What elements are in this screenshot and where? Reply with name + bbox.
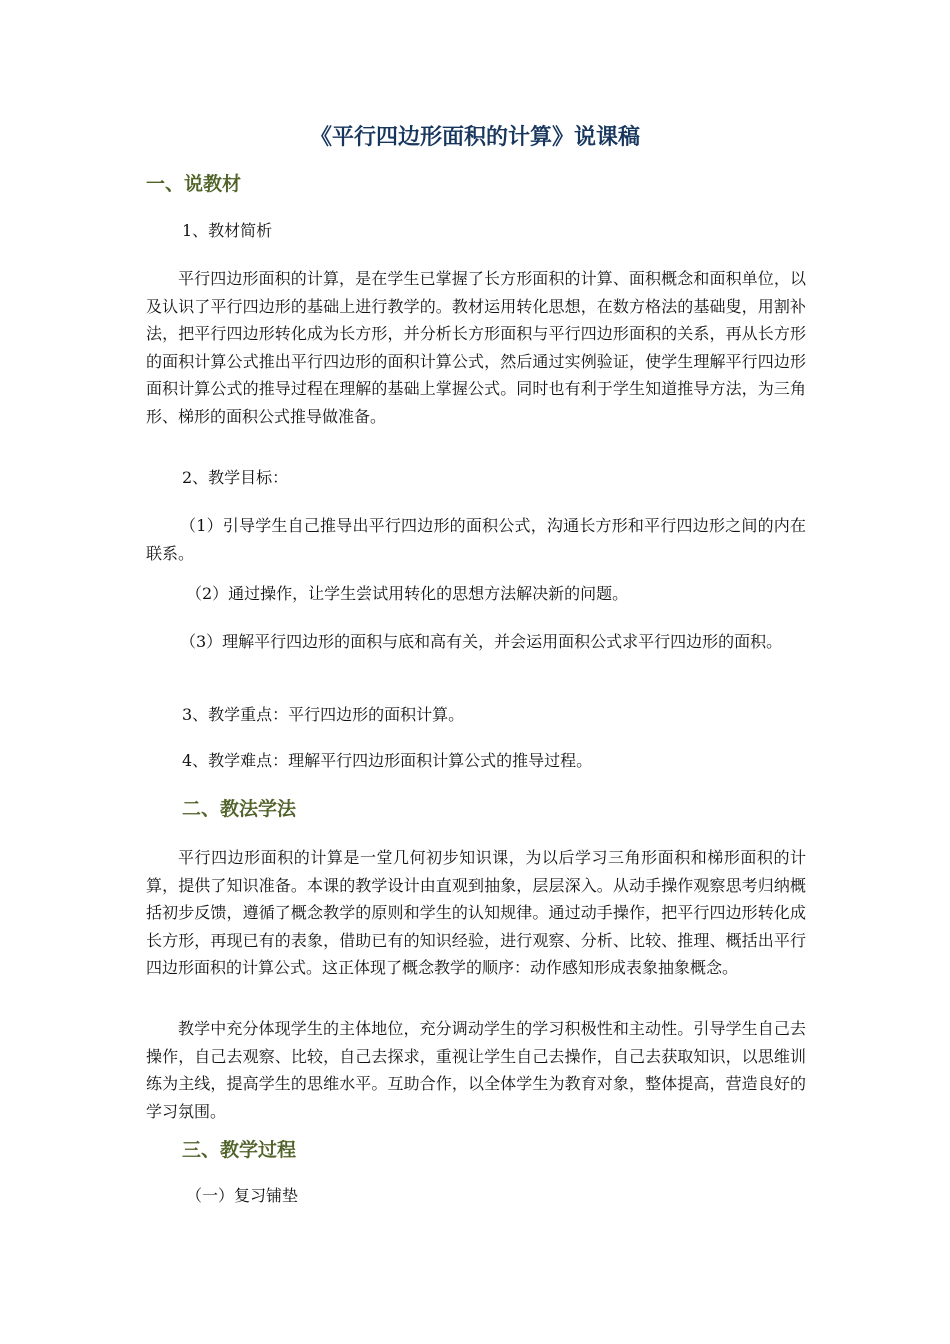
item-4-difficulty: 4、教学难点：理解平行四边形面积计算公式的推导过程。: [182, 751, 593, 770]
method-paragraph-2: 教学中充分体现学生的主体地位，充分调动学生的学习积极性和主动性。引导学生自己去操作，自己去观察、比较，自己去探求，重视让学生自己去操作，自己去获取知识，以思维训练为主线，提高学生的思维水平。互助合作，以全体学生为教育对象，整体提高，营造良好的学习氛围。: [146, 1019, 806, 1121]
document-title: 《平行四边形面积的计算》说课稿: [309, 125, 640, 150]
item-2-title: 2、教学目标：: [182, 468, 289, 487]
method-paragraph-1: 平行四边形面积的计算是一堂几何初步知识课，为以后学习三角形面积和梯形面积的计算，提供了知识准备。本课的教学设计由直观到抽象，层层深入。从动手操作观察思考归纳概括初步反馈，遵循了概念教学的原则和学生的认知规律。通过动手操作，把平行四边形转化成长方形，再现已有的表象，借助已有的知识经验，进行观察、分析、比较、推理、概括出平行四边形面积的计算公式。这正体现了概念教学的顺序：动作感知形成表象抽象概念。: [146, 848, 806, 977]
goal-2: （2）通过操作，让学生尝试用转化的思想方法解决新的问题。: [186, 584, 629, 603]
item-3-key-point: 3、教学重点：平行四边形的面积计算。: [182, 705, 465, 724]
goal-1: （1）引导学生自己推导出平行四边形的面积公式，沟通长方形和平行四边形之间的内在联系。: [146, 516, 806, 563]
section-heading-1: 一、说教材: [146, 173, 242, 195]
item-1-paragraph: 平行四边形面积的计算，是在学生已掌握了长方形面积的计算、面积概念和面积单位，以及认识了平行四边形的基础上进行教学的。教材运用转化思想，在数方格法的基础叟，用割补法，把平行四边形转化成为长方形，并分析长方形面积与平行四边形面积的关系，再从长方形的面积计算公式推出平行四边形的面积计算公式，然后通过实例验证，使学生理解平行四边形面积计算公式的推导过程在理解的基础上掌握公式。同时也有利于学生知道推导方法，为三角形、梯形的面积公式推导做准备。: [146, 269, 806, 426]
section-heading-3: 三、教学过程: [182, 1139, 297, 1161]
subsection-review: （一）复习铺垫: [186, 1186, 299, 1205]
item-1-title: 1、教材简析: [182, 221, 273, 240]
section-heading-2: 二、教法学法: [182, 798, 297, 820]
goal-3: （3）理解平行四边形的面积与底和高有关，并会运用面积公式求平行四边形的面积。: [180, 632, 783, 651]
